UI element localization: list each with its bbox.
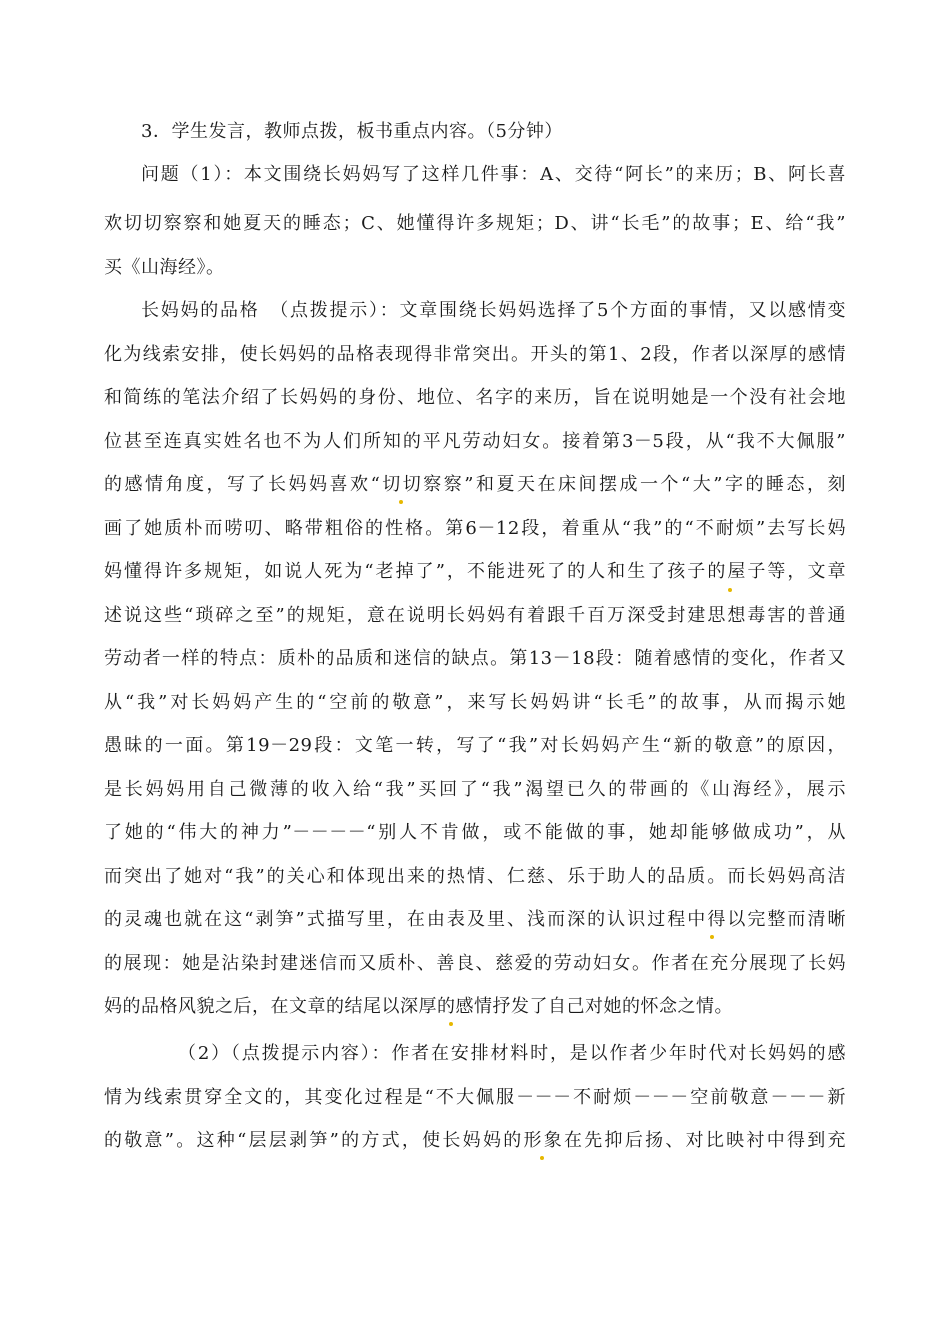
paragraph-1-line-12: 是长妈妈用自己微薄的收入给“我”买回了“我”渴望已久的带画的《山海经》，展示 [104,779,846,800]
paragraph-1-line-4: 位甚至连真实姓名也不为人们所知的平凡劳动妇女。接着第3－5段，从“我不大佩服” [104,431,846,452]
paragraph-1-line-6: 画了她质朴而唠叨、略带粗俗的性格。第6－12段，着重从“我”的“不耐烦”去写长妈 [104,518,846,539]
paragraph-1-line-10: 从“我”对长妈妈产生的“空前的敬意”，来写长妈妈讲“长毛”的故事，从而揭示她 [104,692,846,713]
paragraph-1-line-11: 愚昧的一面。第19－29段：文笔一转，写了“我”对长妈妈产生“新的敬意”的原因， [104,735,846,756]
edit-mark [399,500,403,504]
question-2-line-1: （2）（点拨提示内容）：作者在安排材料时，是以作者少年时代对长妈妈的感 [178,1043,846,1064]
step-3-line: 3．学生发言，教师点拨，板书重点内容。（5分钟） [141,121,563,142]
question-2-line-3: 的敬意”。这种“层层剥笋”的方式，使长妈妈的形象在先抑后扬、对比映衬中得到充 [104,1130,846,1151]
paragraph-1-line-1: 长妈妈的品格 （点拨提示）：文章围绕长妈妈选择了5个方面的事情，又以感情变 [141,300,846,321]
question-2-line-2: 情为线索贯穿全文的，其变化过程是“不大佩服－－－不耐烦－－－空前敬意－－－新 [104,1087,846,1108]
paragraph-1-line-9: 劳动者一样的特点：质朴的品质和迷信的缺点。第13－18段：随着感情的变化，作者又 [104,648,846,669]
paragraph-1-line-14: 而突出了她对“我”的关心和体现出来的热情、仁慈、乐于助人的品质。而长妈妈高洁 [104,866,846,887]
paragraph-1-line-17: 妈的品格风貌之后，在文章的结尾以深厚的感情抒发了自己对她的怀念之情。 [104,996,733,1017]
paragraph-1-line-15: 的灵魂也就在这“剥笋”式描写里，在由表及里、浅而深的认识过程中得以完整而清晰 [104,909,846,930]
paragraph-1-line-16: 的展现：她是沾染封建迷信而又质朴、善良、慈爱的劳动妇女。作者在充分展现了长妈 [104,953,846,974]
paragraph-1-line-5: 的感情角度，写了长妈妈喜欢“切切察察”和夏天在床间摆成一个“大”字的睡态，刻 [104,474,846,495]
paragraph-1-line-7: 妈懂得许多规矩，如说人死为“老掉了”，不能进死了的人和生了孩子的屋子等，文章 [104,561,846,582]
paragraph-1-line-13: 了她的“伟大的神力”－－－－“别人不肯做，或不能做的事，她却能够做成功”，从 [104,822,846,843]
edit-mark [728,588,732,592]
edit-mark [449,1022,453,1026]
question-1-line-1: 问题（1）：本文围绕长妈妈写了这样几件事：A、交待“阿长”的来历；B、阿长喜 [141,164,846,185]
paragraph-1-line-8: 述说这些“琐碎之至”的规矩，意在说明长妈妈有着跟千百万深受封建思想毒害的普通 [104,605,846,626]
edit-mark [710,935,714,939]
question-1-line-3: 买《山海经》。 [104,257,225,278]
edit-mark [540,1156,544,1160]
paragraph-1-line-3: 和简练的笔法介绍了长妈妈的身份、地位、名字的来历，旨在说明她是一个没有社会地 [104,387,846,408]
question-1-line-2: 欢切切察察和她夏天的睡态；C、她懂得许多规矩；D、讲“长毛”的故事；E、给“我” [104,213,846,234]
paragraph-1-line-2: 化为线索安排，使长妈妈的品格表现得非常突出。开头的第1、2段，作者以深厚的感情 [104,344,846,365]
